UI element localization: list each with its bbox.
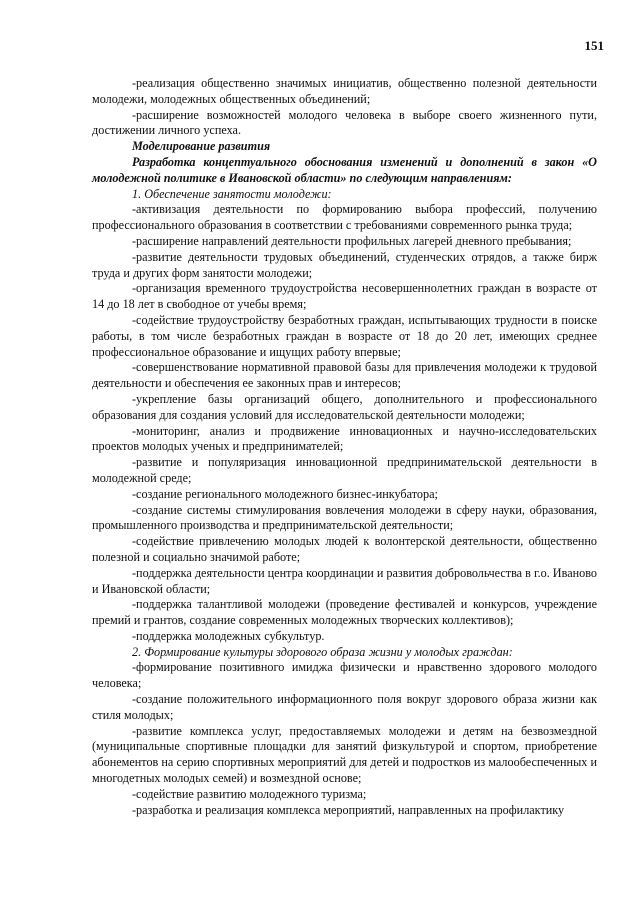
list-item: -активизация деятельности по формированию выбора профессий, получению профессионального образования в соответствии с требованиями современного рынка труда; — [92, 202, 597, 233]
list-item: -формирование позитивного имиджа физически и нравственно здорового молодого человека; — [92, 660, 597, 691]
page-number: 151 — [584, 38, 604, 53]
section-heading: Моделирование развития — [132, 139, 271, 154]
list-item: -реализация общественно значимых инициатив, общественно полезной деятельности молодежи, молодежных общественных объединений; — [92, 76, 597, 106]
list-item: -мониторинг, анализ и продвижение инновационных и научно-исследовательских проектов молодых ученых и предпринимателей; — [92, 423, 597, 454]
list-item: -укрепление базы организаций общего, дополнительного и профессионального образования для создания условий для исследовательской деятельности молодежи; — [92, 391, 597, 422]
list-item: -организация временного трудоустройства несовершеннолетних граждан в возрасте от 14 до 18 лет в свободное от учебы время; — [92, 281, 597, 312]
page-body — [92, 76, 597, 818]
list-item: -создание регионального молодежного бизнес-инкубатора; — [132, 486, 438, 501]
list-item: -развитие и популяризация инновационной предпринимательской деятельности в молодежной среде; — [92, 455, 597, 485]
list-item: -совершенствование нормативной правовой базы для привлечения молодежи к трудовой деятельности и обеспечения ее законных прав и интересов; — [92, 360, 597, 391]
list-item: -содействие развитию молодежного туризма; — [132, 786, 367, 801]
list-item: -создание системы стимулирования вовлечения молодежи в сферу науки, образования, промышленного производства и предпринимательской деятельности; — [92, 502, 597, 533]
list-item: -расширение возможностей молодого человека в выборе своего жизненного пути, достижении личного успеха. — [92, 107, 597, 138]
list-item: -расширение направлений деятельности профильных лагерей дневного пребывания; — [132, 233, 572, 248]
list-item: -поддержка деятельности центра координации и развития добровольчества в г.о. Иваново и Ивановской области; — [92, 565, 597, 596]
section-heading: Разработка концептуального обоснования изменений и дополнений в закон «О молодежной политике в Ивановской области» по следующим направлениям: — [92, 154, 597, 185]
subsection-heading: 2. Формирование культуры здорового образа жизни у молодых граждан: — [132, 644, 513, 659]
list-item: -развитие комплекса услуг, предоставляемых молодежи и детям на безвозмездной (муниципальные спортивные площадки для занятий физкультурой и спортом, приобретение абонементов на серию спортивных мероприятий для детей и подростков из малообеспеченных и многодетных молодых семей) и возмездной основе; — [92, 723, 597, 786]
list-item: -поддержка молодежных субкультур. — [132, 628, 325, 643]
subsection-heading: 1. Обеспечение занятости молодежи: — [132, 186, 332, 201]
list-item: -развитие деятельности трудовых объединений, студенческих отрядов, а также бирж труда и других форм занятости молодежи; — [92, 249, 597, 280]
list-item: -создание положительного информационного поля вокруг здорового образа жизни как стиля молодых; — [92, 692, 597, 722]
list-item: -содействие трудоустройству безработных граждан, испытывающих трудности в поиске работы, в том числе безработных граждан в возрасте от 18 до 20 лет, имеющих среднее профессиональное образование и ищущих работу впервые; — [92, 312, 597, 359]
list-item: -поддержка талантливой молодежи (проведение фестивалей и конкурсов, учреждение премий и грантов, создание современных молодежных творческих коллективов); — [92, 597, 597, 628]
list-item: -разработка и реализация комплекса мероприятий, направленных на профилактику — [132, 802, 565, 817]
list-item: -содействие привлечению молодых людей к волонтерской деятельности, общественно полезной и социально значимой работе; — [92, 534, 597, 564]
